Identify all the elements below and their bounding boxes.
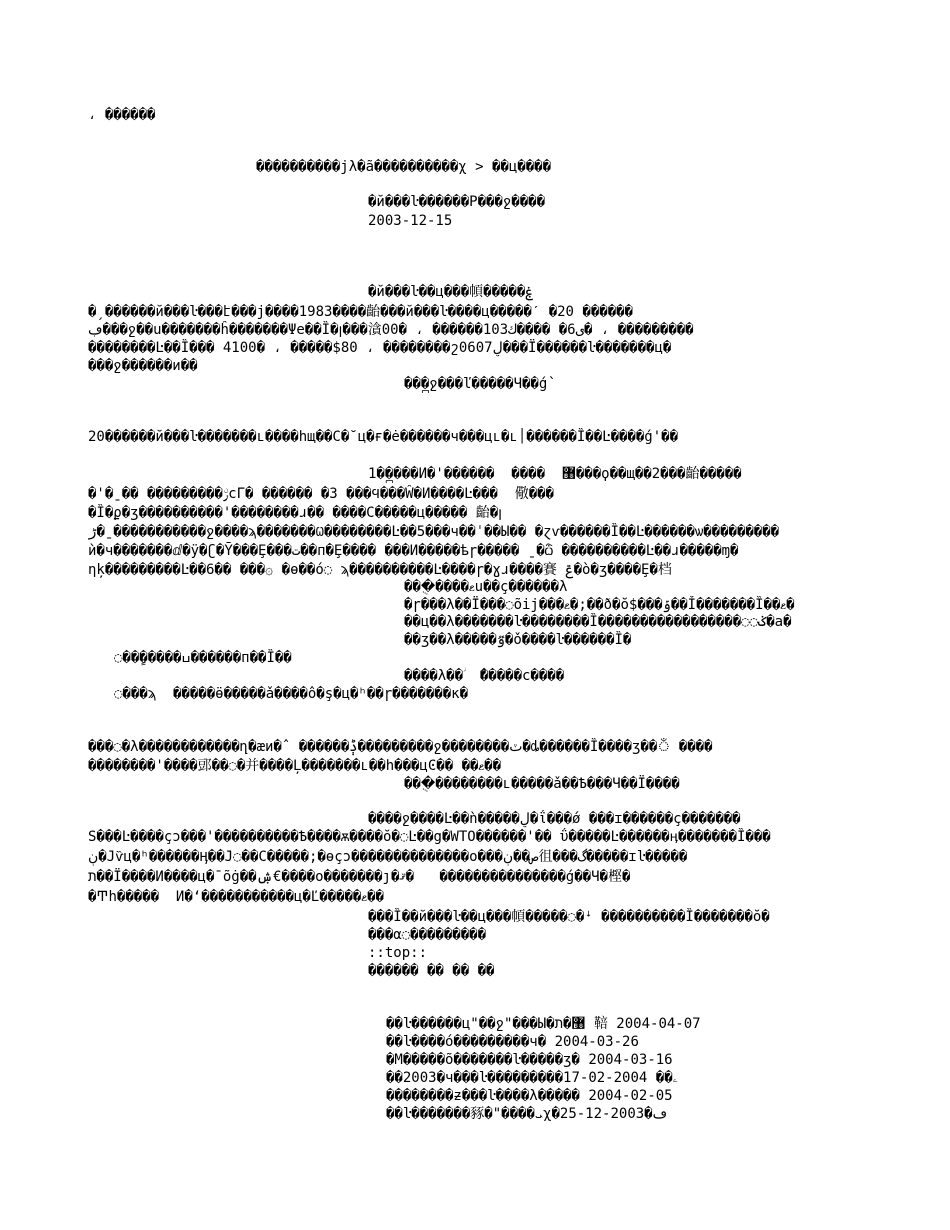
list-item[interactable]: [386, 1105, 886, 1123]
news-title[interactable]: �Μ�����õ�������ŀ�����ʒ�: [386, 1052, 580, 1068]
article-title: �й���ŀ������Р���ջ����: [368, 194, 546, 210]
caption: ���֭ջ���ľ�����Ч��ǵ՝: [404, 376, 556, 392]
article-date: 2003-12-15: [368, 213, 453, 229]
paragraph-line: �ˏ������й���ŀ���է���ј����1983����齝���й���ŀ����ц�����ˊ �20 ������: [88, 304, 633, 320]
paragraph-line: Ѕ���Ŀ����çɔ���'����������Ѣ����ѫ����ŏ�◌Ŀ��g�WTO������'�� ΰ�����Ŀ������ӊ�������Ȉ���: [88, 829, 771, 845]
news-title[interactable]: ��2003�ч���ŀ���������ۦ��: [386, 1070, 678, 1086]
top-nav: [88, 88, 928, 106]
paragraph-line: �ɼ���λ��Ϊ���◌õij���ޱ�;��ð�ŏ$���ݹ��Ǐ�������Ȉ��ޱ�: [404, 597, 795, 613]
paragraph-line: ���α◌���������: [368, 927, 487, 943]
news-title[interactable]: ��������ƶ���ŀ����λ�����: [386, 1088, 580, 1104]
nav-second-line[interactable]: ، ������: [88, 107, 156, 123]
paragraph-line: ��������Ŀ��Ȉ��� 4100� ، �����$80 ، ��������շ0607ڸ���Ϊ������ŀ�������ц�: [88, 340, 672, 356]
paragraph-line: ���ջ������и��: [88, 358, 198, 374]
list-item[interactable]: [386, 1033, 886, 1051]
news-title[interactable]: ��ŀ�������豩�"����ܝχ�25-12-2003�ڡ: [386, 1106, 668, 1122]
paragraph-line: ��������'����郖��◌�并����Ļ�������ւ��һ���цϾ�� ��ޱ��: [88, 758, 502, 774]
paragraph-line: ��ц��λ�������ŀ��������Ȉ�����������������◌◌ݢ�а�: [404, 614, 792, 630]
paragraph-line: ���ֻ����ޱu��ç������λ: [404, 579, 568, 595]
news-date: 2004-03-26: [554, 1034, 639, 1050]
news-date: 2004-03-16: [588, 1052, 673, 1068]
news-date: 2004-04-07: [616, 1016, 701, 1032]
paragraph-line: ηķ���������Ŀ��6�� ���۞ �ѳ��ó◌ ϡ����������Ŀ����ɼ�ɣɹ����賽 ݝ�ò�ʒ����Ȩ�档: [88, 562, 672, 578]
news-title[interactable]: ��ŀ����ó���������ч�: [386, 1034, 547, 1050]
list-item[interactable]: [386, 1087, 886, 1105]
list-item[interactable]: [386, 1051, 886, 1069]
paragraph-line: ��ʒ��λ�����ٷ�ǒ����ŀ������Ȉ�: [404, 632, 632, 648]
list-item[interactable]: [386, 1069, 886, 1087]
paragraph-line: �Ȉ�ϼ�ʒ����������'��������ɹ�� ����С�����ц����� 齝�ꞁ: [88, 505, 503, 521]
paragraph-line: ����λ��ؗ �ᩳ����с����: [404, 668, 565, 684]
paragraph-line: ת��Ϊ����И����ц�ˉõġ��ۺ€����о�������ȷ�ޤ� ���������������ǵ��Ч�樫�: [88, 869, 631, 885]
related-news-list: [386, 1015, 886, 1123]
news-title[interactable]: ��ŀ������ц"��ջ"���Ы�޸�ת 鞛: [386, 1016, 608, 1032]
news-date: 2004-02-17: [563, 1070, 648, 1086]
paragraph-line: ѝ�ч�������ⅆ�ӱ�ʗ�Ȳ���Ȩ���ت��п�Ȩ���� ���И�����ѣɼ����� ˍ�ѽ ����������Ŀ��ɹ�����ɱ�: [88, 543, 739, 559]
paragraph-line: ���Ȉ��й���ŀ��ц���幁�����◌�ꜜ ����������Ȉ�������ŏ�: [368, 909, 770, 925]
paragraph-line: ڹ�Jѷц�ʰ������Ӊ��Ϳ◌��С�����;�ѳçɔ��������������о���ص��ڹ徂���گ�����ɪŀ�����: [88, 849, 688, 865]
news-date: 2004-02-05: [588, 1088, 673, 1104]
paragraph-line: �'�ˍ�� ���������ࢹcΓ� ������ �3 ���Ϥ���Ŵ�И����Ŀ��� 儆���: [88, 486, 554, 502]
list-item[interactable]: [386, 1015, 886, 1033]
paragraph-line: ڢ���ջ��ս�������ĥ�������Ψе��Ȉ�ꞁ���㵅00� ، ������ى6� ����ك103� ، ���������: [88, 322, 694, 338]
breadcrumb[interactable]: ����������ϳλ�ã����������χ > ��ц����: [256, 159, 552, 175]
paragraph-line: 1��ׅ���И�'������ ���� ޸���ϙ��щ��2���齝�����: [368, 466, 742, 482]
caption: ◌���ٍ����ߎ������п��Ȉ��: [114, 650, 292, 666]
paragraph-line: ◌���ϡ �����ӫ�����ǎ����ô�ş�ц�ʰ��ɼ�������к�: [114, 686, 469, 702]
paragraph-line: ���ֻ��������ւ�����ǎ��Ѣ���Ч��Ϊ����: [404, 776, 680, 792]
paragraph-line: ���◌�λ������������ղ�æи�ˆ ������ݙ���������ջ��������ٽ�ȡ������Ȉ����ʒ��ঁ ����: [88, 739, 713, 755]
section-heading: �й���ŀ��ц���幁�����ۼ: [368, 284, 534, 300]
paragraph-line: ڑ�ˍ�����������ջ����ϡ�������Ѡ��������Ŀ��5���ч��ˈ��Ы�� �ɀѵ������Ȉ��Ŀ������ѡ���������: [88, 524, 780, 540]
article-actions[interactable]: ������ �� �� ��: [368, 963, 495, 979]
paragraph-line: �Ͳh����� И�ʻ�����������ц�Ľ�����ޱ��: [88, 889, 384, 905]
back-to-top-link[interactable]: ::top::: [368, 945, 428, 961]
paragraph-line: ����ջ����Ŀ��ǹ�����ڸ�ΐ���ǿ ���ɪ������ç�������: [368, 811, 741, 827]
paragraph-line: 20������й���ŀ�������ւ����һщ��С�˘ц�ғ�ė������ч���цւ�ւ׀������Ȉ��Ŀ����ǵ'��: [88, 429, 678, 445]
